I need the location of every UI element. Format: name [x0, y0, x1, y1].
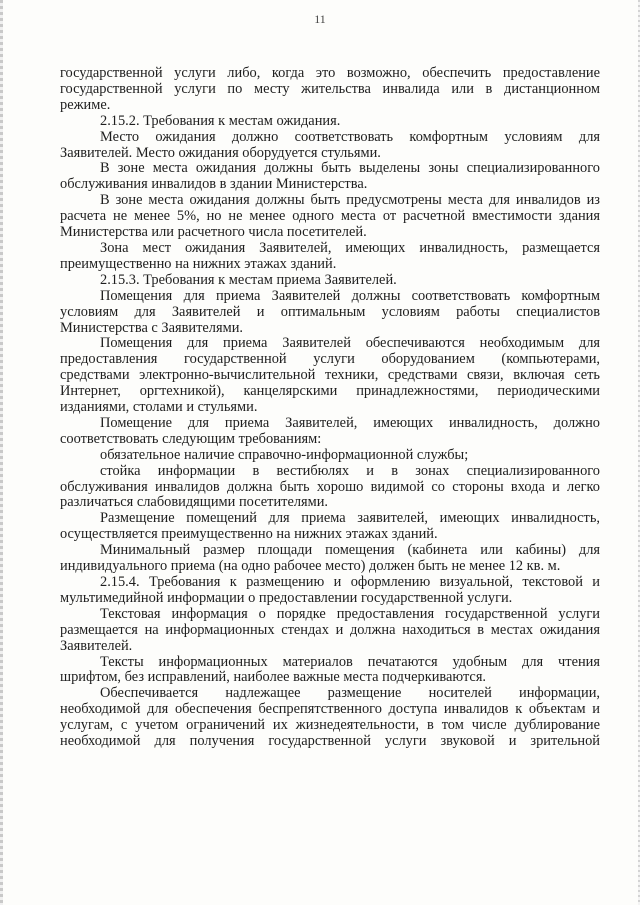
text-line: расчета не менее 5%, но не менее одного места от расчетной вместимости здания: [60, 208, 600, 225]
text-line: размещается на информационных стендах и должна находиться в местах ожидания: [60, 621, 600, 638]
paragraph: [60, 575, 600, 607]
text-line: предоставления государственной услуги оборудованием (компьютерами,: [60, 351, 600, 368]
paragraph: [60, 336, 600, 416]
text-line: 2.15.4. Требования к размещению и оформлению визуальной, текстовой и: [100, 574, 600, 590]
text-line: Министерства или расчетного числа посетителей.: [60, 224, 367, 241]
text-line: соответствовать следующим требованиям:: [60, 430, 322, 447]
paragraph: [60, 161, 600, 193]
text-line: режиме.: [60, 96, 111, 113]
paragraph: [60, 511, 600, 543]
paragraph: [60, 543, 600, 575]
paragraph: [60, 66, 600, 114]
paragraph: [60, 655, 600, 687]
paragraph: [60, 114, 600, 130]
document-body: [60, 66, 600, 750]
text-line: Интернет, оргтехникой), канцелярскими принадлежностями, периодическими: [60, 383, 600, 400]
text-line: индивидуального приема (на одно рабочее место) должен быть не менее 12 кв. м.: [60, 558, 561, 575]
text-line: Помещение для приема Заявителей, имеющих инвалидность, должно: [100, 414, 600, 431]
text-line: стойка информации в вестибюлях и в зонах специализированного: [100, 462, 600, 479]
text-line: условиям для Заявителей и оптимальным условиям работы специалистов: [60, 303, 600, 320]
text-line: Зона мест ожидания Заявителей, имеющих инвалидность, размещается: [100, 239, 600, 256]
text-line: государственной услуги либо, когда это возможно, обеспечить предоставление: [60, 65, 600, 81]
text-line: В зоне места ожидания должны быть выделены зоны специализированного: [100, 160, 600, 177]
text-line: Министерства с Заявителями.: [60, 319, 244, 336]
text-line: шрифтом, без исправлений, наиболее важные места подчеркиваются.: [60, 669, 487, 686]
text-line: Текстовая информация о порядке предоставления государственной услуги: [100, 605, 600, 622]
text-line: осуществляется преимущественно на нижних этажах зданий.: [60, 526, 438, 543]
paragraph: [60, 130, 600, 162]
text-line: изданиями, столами и стульями.: [60, 399, 258, 416]
paragraph: [60, 416, 600, 448]
text-line: Заявителей.: [60, 637, 133, 654]
paragraph: [60, 464, 600, 512]
paragraph: [60, 273, 600, 289]
text-line: различаться слабовидящими посетителями.: [60, 494, 329, 511]
text-line: Помещения для приема Заявителей должны соответствовать комфортным: [100, 287, 600, 304]
text-line: В зоне места ожидания должны быть предусмотрены места для инвалидов из: [100, 192, 600, 209]
paragraph: [60, 607, 600, 655]
text-line: необходимой для получения государственной услуги звуковой и зрительной: [60, 733, 600, 750]
text-line: Помещения для приема Заявителей обеспечиваются необходимым для: [100, 335, 600, 352]
paragraph: [60, 289, 600, 337]
text-line: Место ожидания должно соответствовать комфортным условиям для: [100, 128, 600, 145]
text-line: 2.15.2. Требования к местам ожидания.: [100, 112, 341, 129]
text-line: обслуживания инвалидов должна быть хорошо видимой со стороны входа и легко: [60, 478, 600, 495]
text-line: Минимальный размер площади помещения (кабинета или кабины) для: [100, 542, 600, 559]
text-line: обслуживания инвалидов в здании Министерства.: [60, 176, 368, 193]
text-line: обязательное наличие справочно-информационной службы;: [100, 446, 469, 463]
text-line: необходимой для обеспечения беспрепятственного доступа инвалидов к объектам и: [60, 701, 600, 718]
text-line: преимущественно на нижних этажах зданий.: [60, 255, 337, 272]
paragraph: [60, 241, 600, 273]
text-line: Размещение помещений для приема заявителей, имеющих инвалидность,: [100, 510, 600, 527]
text-line: услугам, с учетом ограничений их жизнедеятельности, в том числе дублирование: [60, 717, 600, 734]
page-number: 11: [314, 12, 326, 26]
paragraph: [60, 686, 600, 750]
text-line: 2.15.3. Требования к местам приема Заявителей.: [100, 271, 397, 288]
paragraph: [60, 193, 600, 241]
text-line: средствами электронно-вычислительной техники, средствами связи, включая сеть: [60, 367, 600, 384]
text-line: Обеспечивается надлежащее размещение носителей информации,: [100, 685, 600, 702]
scan-edge-left: [0, 0, 3, 905]
paragraph: [60, 448, 600, 464]
text-line: государственной услуги по месту жительства инвалида или в дистанционном: [60, 80, 600, 97]
text-line: мультимедийной информации о предоставлении государственной услуги.: [60, 589, 513, 606]
text-line: Тексты информационных материалов печатаются удобным для чтения: [100, 653, 600, 670]
text-line: Заявителей. Место ожидания оборудуется стульями.: [60, 144, 381, 161]
